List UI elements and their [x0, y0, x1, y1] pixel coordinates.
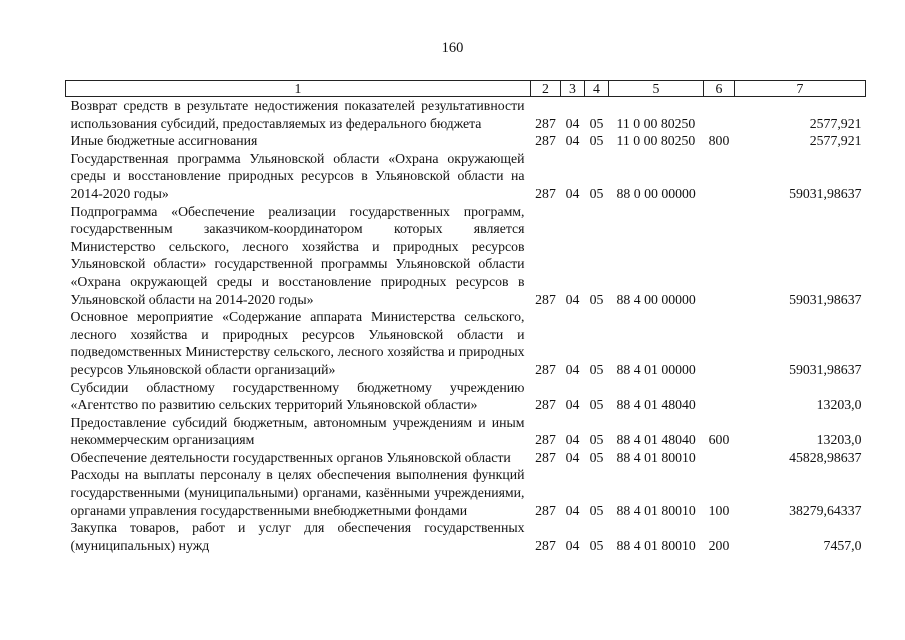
table-row	[66, 132, 866, 150]
row-name: Закупка товаров, работ и услуг для обеспечения государственных (муниципальных) нужд	[70, 520, 525, 553]
subsection-code: 05	[589, 133, 604, 149]
expense-type-code: 100	[708, 502, 730, 518]
expense-type-code	[704, 203, 735, 309]
amount: 59031,98637	[789, 185, 862, 201]
expense-type-code	[704, 97, 735, 133]
ved-code: 287	[535, 397, 556, 413]
budget-table	[65, 80, 866, 554]
column-header-5: 5	[609, 81, 704, 97]
column-header-1: 1	[66, 81, 531, 97]
section-code: 04	[565, 449, 580, 465]
expense-type-code: 800	[708, 133, 730, 149]
expense-type-code: 600	[708, 432, 730, 448]
amount: 7457,0	[823, 537, 862, 553]
section-code: 04	[565, 432, 580, 448]
target-article-code: 11 0 00 80250	[616, 133, 696, 149]
target-article-code: 88 4 00 00000	[616, 291, 696, 307]
table-row	[66, 379, 866, 414]
column-header-2: 2	[531, 81, 561, 97]
target-article-code: 88 4 01 80010	[616, 537, 696, 553]
section-code: 04	[565, 291, 580, 307]
subsection-code: 05	[589, 397, 604, 413]
subsection-code: 05	[589, 537, 604, 553]
target-article-code: 11 0 00 80250	[616, 115, 696, 131]
ved-code: 287	[535, 185, 556, 201]
ved-code: 287	[535, 432, 556, 448]
table-row	[66, 414, 866, 449]
ved-code: 287	[535, 361, 556, 377]
target-article-code: 88 4 01 48040	[616, 432, 696, 448]
table-row	[66, 97, 866, 133]
expense-type-code	[704, 150, 735, 203]
subsection-code: 05	[589, 502, 604, 518]
subsection-code: 05	[589, 185, 604, 201]
subsection-code: 05	[589, 115, 604, 131]
subsection-code: 05	[589, 432, 604, 448]
column-header-7: 7	[735, 81, 866, 97]
section-code: 04	[565, 537, 580, 553]
row-name: Обеспечение деятельности государственных органов Ульяновской области	[70, 449, 511, 465]
expense-type-code	[704, 308, 735, 378]
table-row	[66, 519, 866, 554]
page-number: 160	[441, 40, 464, 56]
table-row	[66, 466, 866, 519]
amount: 38279,64337	[789, 502, 862, 518]
ved-code: 287	[535, 449, 556, 465]
expense-type-code	[704, 379, 735, 414]
row-name: Предоставление субсидий бюджетным, автономным учреждениям и иным некоммерческим организациям	[70, 414, 525, 448]
amount: 2577,921	[809, 115, 862, 131]
row-name: Государственная программа Ульяновской области «Охрана окружающей среды и восстановление природных ресурсов в Ульяновской области на 2014-2020 годы»	[70, 150, 525, 201]
row-name: Расходы на выплаты персоналу в целях обеспечения выполнения функций государственными (муниципальными) органами, казёнными учреждениями, органами управления государственными внебюджетными фондами	[70, 467, 525, 518]
row-name: Иные бюджетные ассигнования	[70, 133, 258, 149]
row-name: Основное мероприятие «Содержание аппарата Министерства сельского, лесного хозяйства и природных ресурсов Ульяновской области и подведомственных Министерству сельского, лесного хозяйства и природных ресурсов Ульяновской области организаций»	[70, 309, 525, 377]
section-code: 04	[565, 185, 580, 201]
ved-code: 287	[535, 502, 556, 518]
table-row	[66, 308, 866, 378]
amount: 59031,98637	[789, 291, 862, 307]
subsection-code: 05	[589, 291, 604, 307]
expense-type-code: 200	[708, 537, 730, 553]
amount: 13203,0	[816, 432, 862, 448]
subsection-code: 05	[589, 361, 604, 377]
column-header-4: 4	[585, 81, 609, 97]
target-article-code: 88 4 01 80010	[616, 502, 696, 518]
column-header-6: 6	[704, 81, 735, 97]
target-article-code: 88 4 01 00000	[616, 361, 696, 377]
section-code: 04	[565, 502, 580, 518]
section-code: 04	[565, 133, 580, 149]
row-name: Подпрограмма «Обеспечение реализации государственных программ, государственным заказчиком-координатором которых является Министерство сельского, лесного хозяйства и природных ресурсов Ульяновской области» государственной программы Ульяновской области «Охрана окружающей среды и восстановление природных ресурсов в Ульяновской области на 2014-2020 годы»	[70, 203, 525, 307]
subsection-code: 05	[589, 449, 604, 465]
table-row	[66, 150, 866, 203]
row-name: Возврат средств в результате недостижения показателей результативности использования субсидий, предоставляемых из федерального бюджета	[70, 98, 525, 131]
table-row	[66, 203, 866, 309]
amount: 45828,98637	[789, 449, 862, 465]
amount: 13203,0	[816, 397, 862, 413]
table-row	[66, 449, 866, 467]
ved-code: 287	[535, 291, 556, 307]
ved-code: 287	[535, 115, 556, 131]
section-code: 04	[565, 115, 580, 131]
section-code: 04	[565, 397, 580, 413]
expense-type-code	[704, 449, 735, 467]
target-article-code: 88 0 00 00000	[616, 185, 696, 201]
row-name: Субсидии областному государственному бюджетному учреждению «Агентство по развитию сельских территорий Ульяновской области»	[70, 379, 525, 413]
amount: 2577,921	[809, 133, 862, 149]
amount: 59031,98637	[789, 361, 862, 377]
header-row	[66, 81, 866, 97]
column-header-3: 3	[561, 81, 585, 97]
ved-code: 287	[535, 537, 556, 553]
target-article-code: 88 4 01 80010	[616, 449, 696, 465]
target-article-code: 88 4 01 48040	[616, 397, 696, 413]
section-code: 04	[565, 361, 580, 377]
ved-code: 287	[535, 133, 556, 149]
